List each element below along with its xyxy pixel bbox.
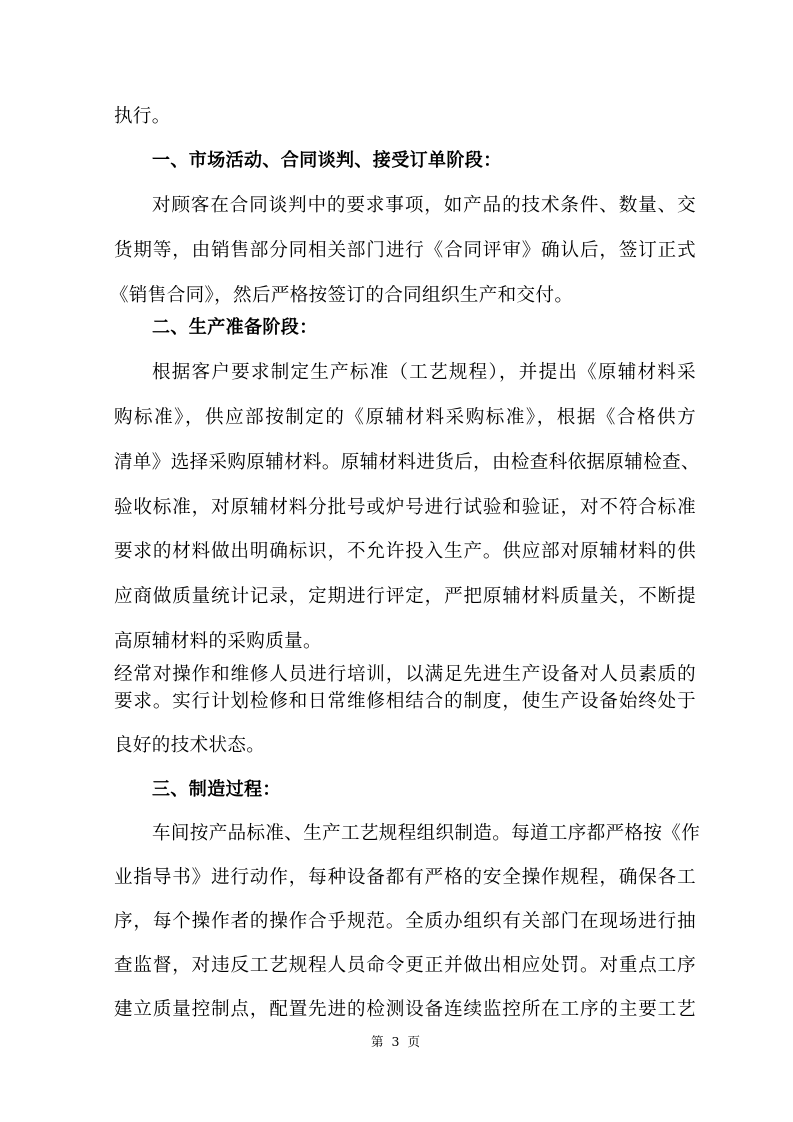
- body-text-line: 应商做质量统计记录，定期进行评定，严把原辅材料质量关，不断提: [114, 586, 696, 607]
- body-text-line: 购标准》，供应部按制定的《原辅材料采购标准》，根据《合格供方: [114, 407, 696, 428]
- body-text-line: 《销售合同》，然后严格按签订的合同组织生产和交付。: [110, 285, 574, 306]
- body-text-line: 序，每个操作者的操作合乎规范。全质办组织有关部门在现场进行抽: [114, 911, 696, 932]
- body-text-line: 要求的材料做出明确标识，不允许投入生产。供应部对原辅材料的供: [114, 541, 696, 562]
- body-text-line: 验收标准，对原辅材料分批号或炉号进行试验和验证，对不符合标准: [114, 497, 696, 518]
- body-text-line: 要求。实行计划检修和日常维修相结合的制度，使生产设备始终处于: [114, 691, 696, 712]
- body-text-line: 业指导书》进行动作，每种设备都有严格的安全操作规程，确保各工: [114, 867, 696, 888]
- body-text-line: 执行。: [114, 106, 171, 127]
- body-text-line: 经常对操作和维修人员进行培训，以满足先进生产设备对人员素质的: [114, 664, 696, 685]
- body-text-line: 车间按产品标准、生产工艺规程组织制造。每道工序都严格按《作: [152, 823, 701, 844]
- section-heading-1: 一、市场活动、合同谈判、接受订单阶段：: [152, 150, 502, 171]
- body-text-line: 货期等，由销售部分同相关部门进行《合同评审》确认后，签订正式: [114, 240, 696, 261]
- body-text-line: 根据客户要求制定生产标准（工艺规程），并提出《原辅材料采: [152, 362, 696, 383]
- section-heading-3: 三、制造过程：: [152, 779, 281, 800]
- body-text-line: 对顾客在合同谈判中的要求事项，如产品的技术条件、数量、交: [152, 195, 696, 216]
- body-text-line: 建立质量控制点，配置先进的检测设备连续监控所在工序的主要工艺: [114, 999, 696, 1020]
- body-text-line: 查监督，对违反工艺规程人员命令更正并做出相应处罚。对重点工序: [114, 955, 696, 976]
- body-text-line: 清单》选择采购原辅材料。原辅材料进货后，由检查科依据原辅检查、: [114, 452, 700, 473]
- body-text-line: 良好的技术状态。: [114, 735, 266, 756]
- page-number: 第 3 页: [371, 1034, 422, 1049]
- body-text-line: 高原辅材料的采购质量。: [114, 631, 322, 652]
- section-heading-2: 二、生产准备阶段：: [152, 317, 318, 338]
